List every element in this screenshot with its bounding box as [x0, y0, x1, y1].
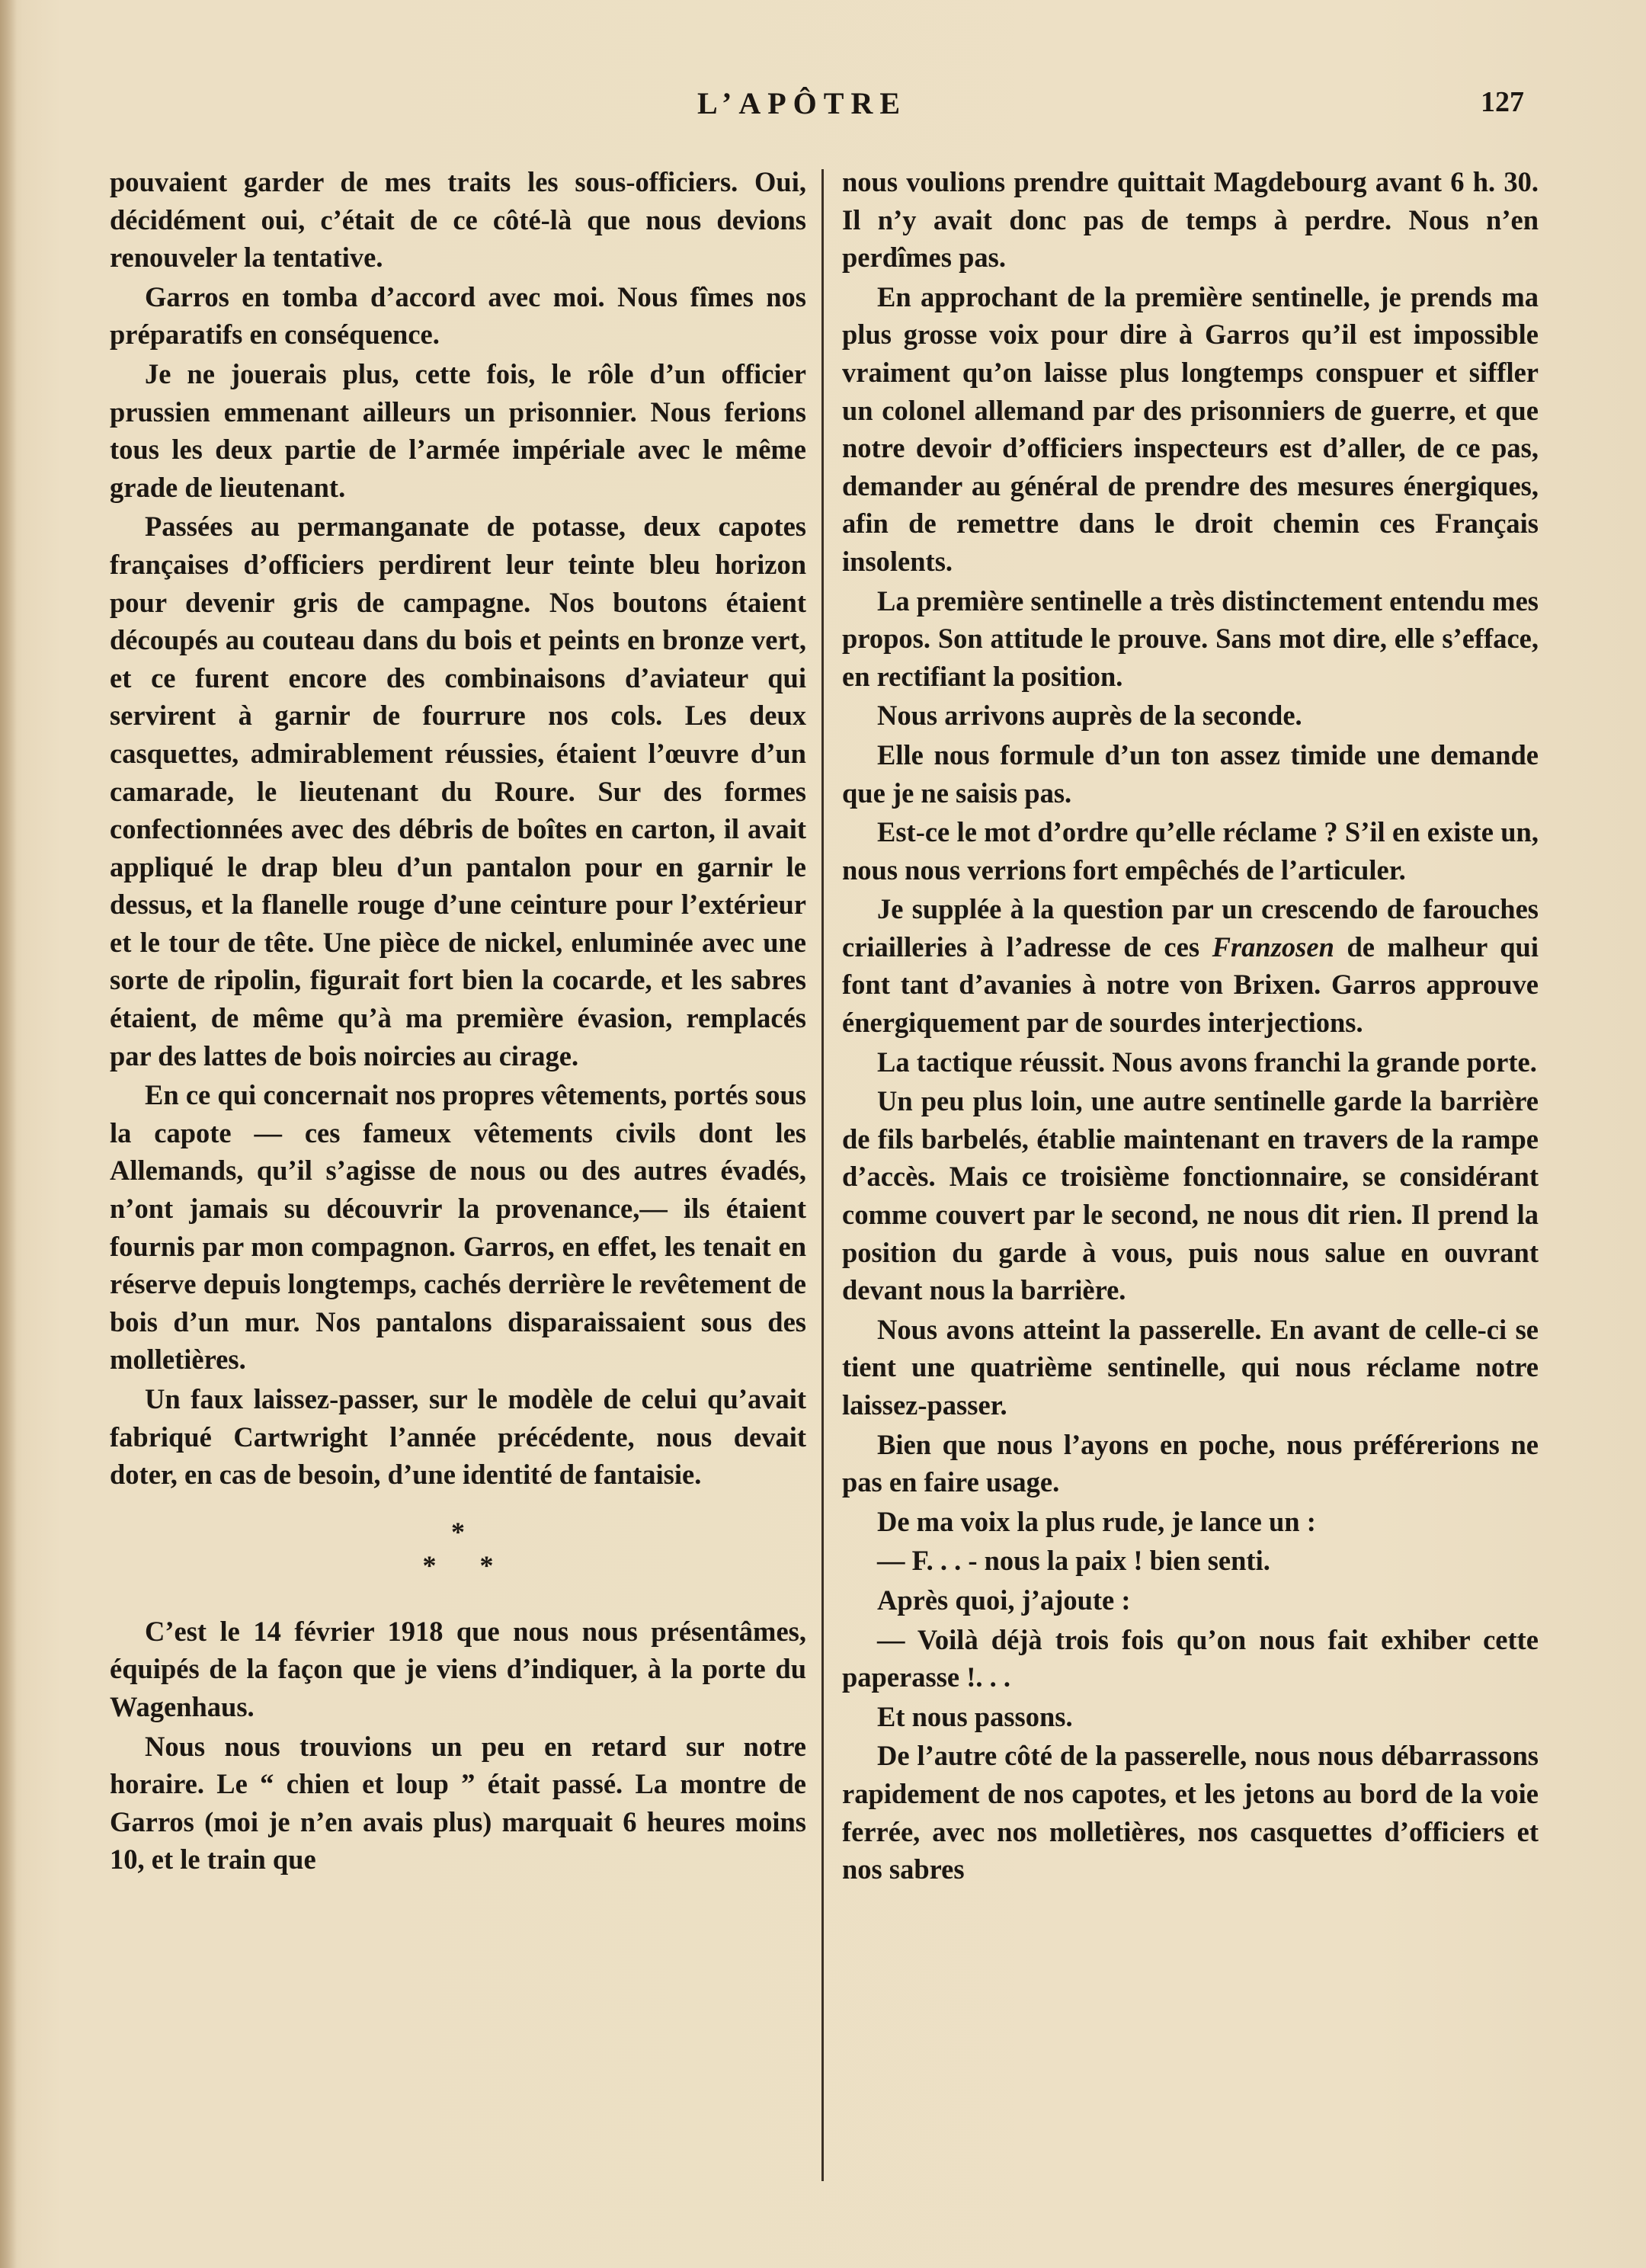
left-column	[110, 163, 806, 1880]
dialogue-line: — F. . . - nous la paix ! bien senti.	[877, 1545, 1270, 1577]
paragraph: Nous avons atteint la passerelle. En avant de celle-ci se tient une quatrième sentinelle, qui nous réclame notre laissez-passer.	[842, 1313, 1539, 1421]
asterism-star: *	[479, 1549, 494, 1581]
paragraph: De l’autre côté de la passerelle, nous nous débarrassons rapidement de nos capotes, et les jetons au bord de la voie ferrée, avec nos molletières, nos casquettes d’officiers et nos sabres	[842, 1740, 1539, 1885]
paragraph: Bien que nous l’ayons en poche, nous préférerions ne pas en faire usage.	[842, 1428, 1539, 1498]
paragraph: De ma voix la plus rude, je lance un :	[877, 1505, 1316, 1537]
column-divider	[821, 169, 824, 2181]
paragraph: Et nous passons.	[877, 1700, 1073, 1732]
right-column	[842, 163, 1539, 1890]
paragraph: Un peu plus loin, une autre sentinelle garde la barrière de fils barbelés, établie maintenant en travers de la rampe d’accès. Mais ce troisième fonctionnaire, se considérant comme couvert par le second, ne nous dit rien. Il prend la position du garde à vous, puis nous salue en ouvrant devant nous la barrière.	[842, 1085, 1539, 1306]
asterism-star: *	[451, 1516, 465, 1547]
paragraph: Nous arrivons auprès de la seconde.	[877, 700, 1302, 732]
paragraph: Après quoi, j’ajoute :	[877, 1584, 1131, 1616]
page-number: 127	[1481, 86, 1524, 118]
dialogue-line: — Voilà déjà trois fois qu’on nous fait exhiber cette paperasse !. . .	[842, 1623, 1539, 1693]
paragraph: pouvaient garder de mes traits les sous-officiers. Oui, décidément oui, c’était de ce côté-là que nous devions renouveler la tentative.	[110, 166, 806, 274]
paragraph	[842, 890, 1539, 1041]
running-title: L’APÔTRE	[697, 86, 908, 120]
paragraph: Garros en tomba d’accord avec moi. Nous fîmes nos préparatifs en conséquence.	[110, 280, 806, 351]
paragraph: nous voulions prendre quittait Magdebourg avant 6 h. 30. Il n’y avait donc pas de temps à perdre. Nous n’en perdîmes pas.	[842, 166, 1539, 274]
paragraph: La première sentinelle a très distinctement entendu mes propos. Son attitude le prouve. Sans mot dire, elle s’efface, en rectifiant la position.	[842, 585, 1539, 692]
paragraph: Je ne jouerais plus, cette fois, le rôle d’un officier prussien emmenant ailleurs un prisonnier. Nous ferions tous les deux partie de l’armée impériale avec le même grade de lieutenant.	[110, 357, 806, 503]
paragraph: Elle nous formule d’un ton assez timide une demande que je ne saisis pas.	[842, 738, 1539, 809]
paragraph: C’est le 14 février 1918 que nous nous présentâmes, équipés de la façon que je viens d’indiquer, à la porte du Wagenhaus.	[110, 1615, 806, 1722]
paragraph: En ce qui concernait nos propres vêtements, portés sous la capote — ces fameux vêtements civils dont les Allemands, qu’il s’agisse de nous ou des autres évadés, n’ont jamais su découvrir la provenance,— ils étaient fournis par mon compagnon. Garros, en effet, les tenait en réserve depuis longtemps, cachés derrière le revêtement de bois d’un mur. Nos pantalons disparaissaient sous des molletières.	[110, 1079, 806, 1376]
asterism-star: *	[422, 1549, 437, 1581]
page-gutter-shadow	[0, 0, 17, 2268]
paragraph: Nous nous trouvions un peu en retard sur notre horaire. Le “ chien et loup ” était passé. La montre de Garros (moi je n’en avais plus) marquait 6 heures moins 10, et le train que	[110, 1730, 806, 1876]
paragraph: En approchant de la première sentinelle, je prends ma plus grosse voix pour dire à Garros qu’il est impossible vraiment qu’on laisse plus longtemps conspuer et siffler un colonel allemand par des prisonniers de guerre, et que notre devoir d’officiers inspecteurs est d’aller, de ce pas, demander au général de prendre des mesures énergiques, afin de remettre dans le droit chemin ces Français insolents.	[842, 280, 1539, 577]
paragraph: Passées au permanganate de potasse, deux capotes françaises d’officiers perdirent leur teinte bleu horizon pour devenir gris de campagne. Nos boutons étaient découpés au couteau dans du bois et peints en bronze vert, et ce furent encore des combinaisons d’aviateur qui servirent à garnir de fourrure nos cols. Les deux casquettes, admirablement réussies, étaient l’œuvre d’un camarade, le lieutenant du Roure. Sur des formes confectionnées avec des débris de boîtes en carton, il avait appliqué le drap bleu d’un pantalon pour en garnir le dessus, et la flanelle rouge d’une ceinture pour l’extérieur et le tour de tête. Une pièce de nickel, enluminée avec une sorte de ripolin, figurait fort bien la cocarde, et les sabres étaient, de même qu’à ma première évasion, remplacés par des lattes de bois noircies au cirage.	[110, 511, 806, 1072]
paragraph: Un faux laissez-passer, sur le modèle de celui qu’avait fabriqué Cartwright l’année précédente, nous devait doter, en cas de besoin, d’une identité de fantaisie.	[110, 1383, 806, 1491]
paragraph-text: Je supplée à la question par un crescendo de farouches criailleries à l’adresse de ces	[842, 893, 1539, 963]
paragraph: La tactique réussit. Nous avons franchi la grande porte.	[877, 1046, 1537, 1078]
paragraph-text: de malheur qui font tant d’avanies à notre von Brixen. Garros approuve énergiquement par de sourdes interjections.	[842, 931, 1539, 1039]
paragraph: Est-ce le mot d’ordre qu’elle réclame ? S’il en existe un, nous nous verrions fort empêchés de l’articuler.	[842, 816, 1539, 886]
section-break-asterism	[110, 1515, 806, 1582]
italic-word: Franzosen	[1212, 931, 1334, 963]
